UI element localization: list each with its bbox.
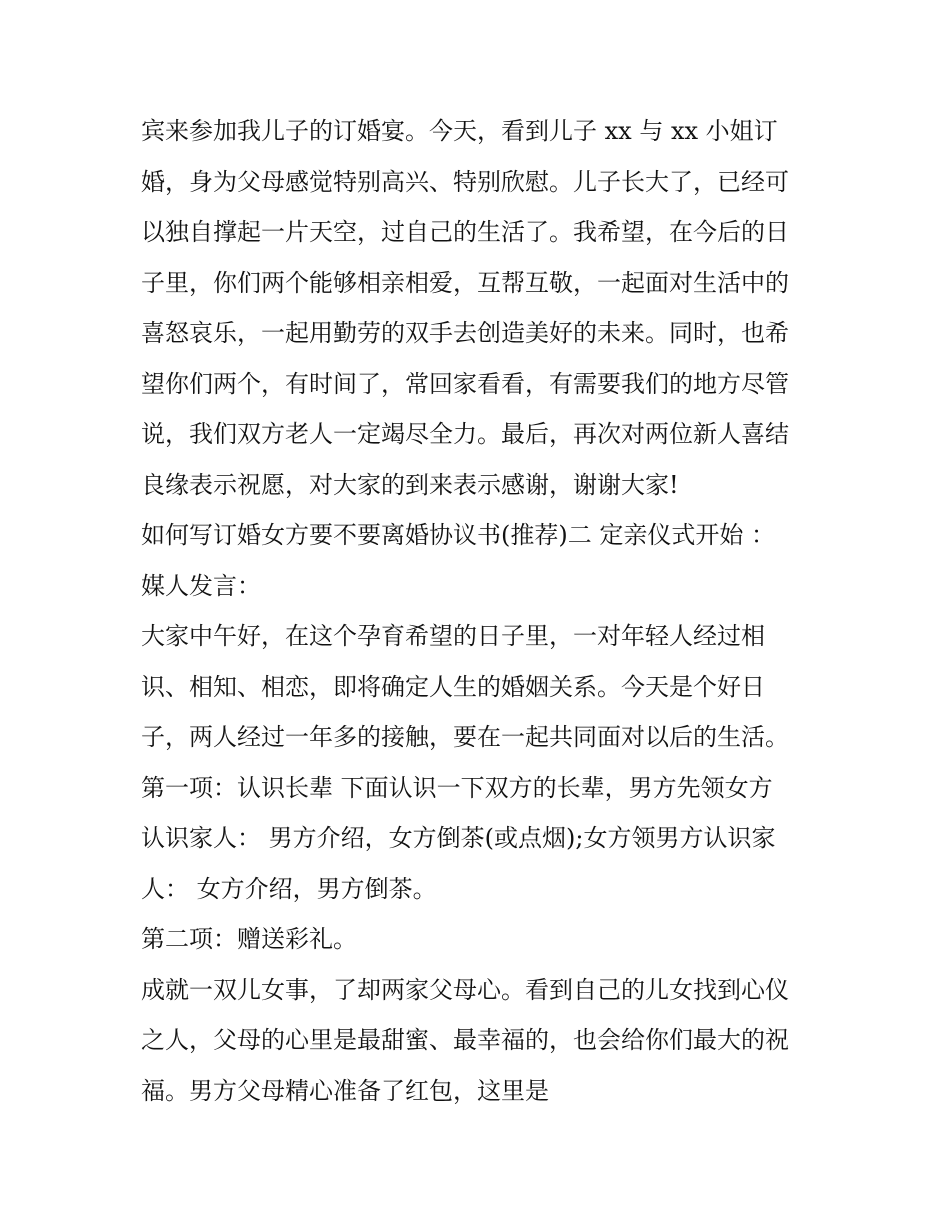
text-line: 第二项：赠送彩礼。: [141, 925, 357, 953]
text-line: 望你们两个，有时间了，常回家看看，有需要我们的地方尽管: [141, 369, 789, 398]
text-line: 媒人发言：: [141, 571, 261, 600]
text-line: 大家中午好，在这个孕育希望的日子里，一对年轻人经过相: [141, 622, 765, 650]
text-line: 良缘表示祝愿，对大家的到来表示感谢，谢谢大家!: [141, 470, 679, 499]
text-line: 第一项：认识长辈 下面认识一下双方的长辈，男方先领女方: [141, 773, 773, 802]
section-heading: 如何写订婚女方要不要离婚协议书(推荐)二 定亲仪式开始 ：: [141, 521, 775, 549]
text-line: 喜怒哀乐，一起用勤劳的双手去创造美好的未来。同时，也希: [141, 319, 789, 347]
text-line: 说，我们双方老人一定竭尽全力。最后，再次对两位新人喜结: [141, 420, 789, 448]
text-line: 宾来参加我儿子的订婚宴。今天，看到儿子 xx 与 xx 小姐订: [141, 117, 778, 145]
text-line: 婚，身为父母感觉特别高兴、特别欣慰。儿子长大了，已经可: [141, 167, 789, 196]
text-line: 识、相知、相恋，即将确定人生的婚姻关系。今天是个好日: [141, 672, 765, 701]
text-line: 之人，父母的心里是最甜蜜、最幸福的，也会给你们最大的祝: [141, 1026, 789, 1054]
text-line: 子里，你们两个能够相亲相爱，互帮互敬，一起面对生活中的: [141, 268, 789, 297]
text-line: 以独自撑起一片天空，过自己的生活了。我希望，在今后的日: [141, 218, 789, 246]
text-line: 认识家人： 男方介绍，女方倒茶(或点烟);女方领男方认识家: [141, 824, 776, 852]
text-line: 成就一双儿女事，了却两家父母心。看到自己的儿女找到心仪: [141, 975, 789, 1004]
text-line: 子，两人经过一年多的接触，要在一起共同面对以后的生活。: [141, 723, 789, 751]
document-body: [141, 106, 831, 1116]
text-line: 人： 女方介绍，男方倒茶。: [141, 874, 437, 903]
text-line: 福。男方父母精心准备了红包，这里是: [141, 1076, 549, 1105]
